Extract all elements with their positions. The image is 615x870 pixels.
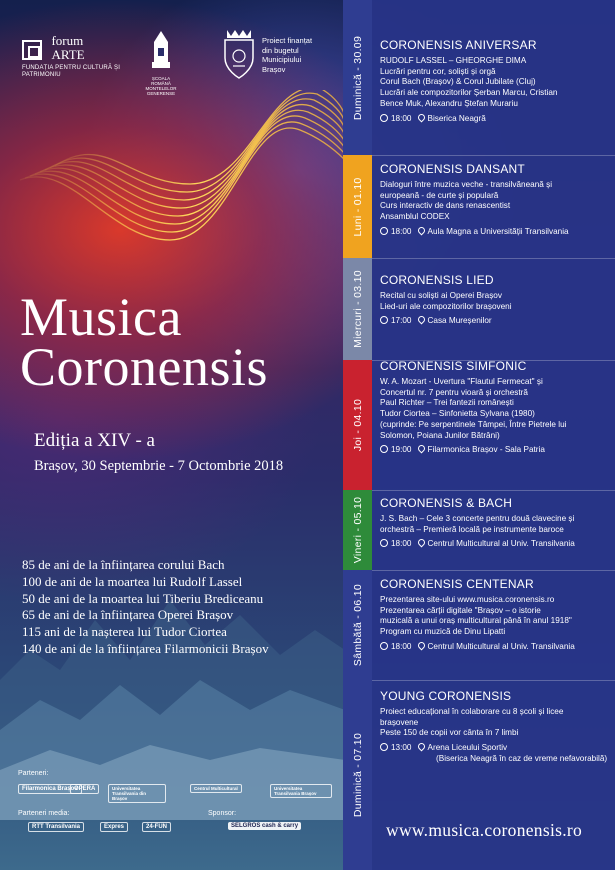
events-panel [372, 0, 615, 870]
event-time: 18:00 [391, 226, 412, 236]
event-title: CORONENSIS SIMFONIC [380, 359, 527, 373]
event-time: 19:00 [391, 445, 412, 455]
partner-logo-univ-transilvania: Universitatea Transilvania din Brașov [108, 784, 166, 803]
sponsor-logo-selgros: SELGROS cash & carry [228, 822, 301, 830]
anniversary-item: 85 de ani de la înființarea corului Bach [22, 557, 225, 572]
partner-logo-centrul-multicultural: Centrul Multicultural [190, 784, 242, 793]
event-description-line: W. A. Mozart - Uvertura "Flautul Fermecat" și [380, 377, 543, 386]
event-card [380, 162, 612, 238]
event-description-line: Prezentarea cărții digitale "Brașov – o istorie [380, 605, 541, 615]
event-time: 18:00 [391, 641, 412, 651]
clock-icon [380, 445, 388, 453]
event-divider [372, 155, 615, 156]
event-title: YOUNG CORONENSIS [380, 689, 512, 703]
event-card [380, 689, 612, 765]
event-title: CORONENSIS ANIVERSAR [380, 38, 537, 52]
event-description-line: orchestră – Premieră locală pe instrumente baroce [380, 524, 564, 534]
timeline-day-label: Duminică - 07.10 [351, 732, 364, 818]
timeline-day-label: Luni - 01.10 [351, 176, 364, 237]
event-description-line: Prezentarea site-ului www.musica.coronensis.ro [380, 595, 555, 604]
timeline-day-label: Duminică - 30.09 [351, 35, 364, 120]
event-description-line: RUDOLF LASSEL – GHEORGHE DIMA [380, 56, 527, 65]
brasov-coat-of-arms [219, 28, 259, 85]
timeline-day-label: Vineri - 05.10 [351, 496, 364, 564]
event-description-line: Proiect educațional în colaborare cu 8 școli și licee [380, 707, 564, 716]
festival-title: Musica Coronensis [20, 287, 268, 397]
location-pin-icon [416, 640, 426, 650]
event-description-line: (cuprinde: Pe serpentinele Tâmpei, Între Pietrele lui [380, 419, 567, 429]
timeline-day-1 [343, 0, 372, 155]
forum-arte-subtitle: FUNDAȚIA PENTRU CULTURĂ ȘI PATRIMONIU [22, 65, 121, 78]
event-title: CORONENSIS CENTENAR [380, 577, 534, 591]
event-time-venue [380, 539, 612, 550]
event-description-line: Ansamblul CODEX [380, 212, 450, 222]
timeline-day-6 [343, 570, 372, 680]
location-pin-icon [416, 315, 426, 325]
anniversary-item: 65 de ani de la înființarea Operei Brașov [22, 607, 234, 623]
coat-of-arms-icon [219, 28, 259, 80]
event-venue: Centrul Multicultural al Univ. Transilvania [427, 539, 575, 549]
event-description-line: Program cu muzică de Dinu Lipatti [380, 627, 506, 637]
event-time: 17:00 [391, 316, 412, 326]
partner-logo-opera: OPERA [70, 784, 99, 794]
event-time-venue [380, 445, 612, 456]
forum-arte-mark-icon [22, 40, 42, 60]
event-time-venue [380, 227, 612, 238]
event-description-line: Solomon, Poiana Junilor Bătrâni) [380, 430, 500, 440]
website-url[interactable]: www.musica.coronensis.ro [386, 820, 583, 840]
event-time-venue [380, 743, 612, 754]
festival-dates: Brașov, 30 Septembrie - 7 Octombrie 2018 [34, 458, 284, 474]
media-logo-24fun: 24-FUN [142, 822, 171, 832]
scoala-romana-logo: ȘCOALA ROMÂNĂ MONTELELOR GENERENSE [142, 28, 180, 96]
event-description-line: Peste 150 de copii vor cânta în 7 limbi [380, 728, 519, 738]
event-card [380, 38, 612, 124]
event-card [380, 577, 612, 653]
timeline-day-label: Sâmbătă - 06.10 [351, 583, 364, 667]
event-time-venue [380, 316, 612, 327]
timeline-day-2 [343, 155, 372, 258]
anniversary-item: 140 de ani de la înființarea Filarmonicii Brașov [22, 640, 269, 656]
event-divider [372, 490, 615, 491]
forum-arte-name: forum ARTE [51, 33, 85, 62]
golden-wave-graphic [0, 90, 345, 290]
clock-icon [380, 114, 388, 122]
media-logo-rtt: RTT Transilvania [28, 822, 84, 832]
location-pin-icon [416, 538, 426, 548]
event-description-line: Tudor Ciortea – Sinfonietta Sylvana (1980) [380, 409, 535, 419]
edition-label: Ediția a XIV - a [34, 430, 155, 451]
timeline-day-label: Joi - 04.10 [351, 398, 364, 452]
location-pin-icon [416, 444, 426, 454]
event-divider [372, 570, 615, 571]
header-logos [22, 28, 342, 108]
event-description-line: Curs interactiv de dans renascentist [380, 201, 511, 211]
anniversary-item: 100 de ani de la moartea lui Rudolf Lassel [22, 573, 243, 589]
tower-icon [142, 28, 180, 76]
timeline-day-7 [343, 680, 372, 870]
event-description-line: Paul Richter – Trei fantezii românești [380, 398, 514, 408]
timeline-day-4 [343, 360, 372, 490]
event-venue: Biserica Neagră [427, 113, 486, 123]
media-partners-label: Parteneri media: [18, 810, 70, 817]
location-pin-icon [416, 112, 426, 122]
location-pin-icon [416, 225, 426, 235]
event-venue-note: (Biserica Neagră în caz de vreme nefavorabilă) [436, 753, 608, 763]
anniversaries-list [22, 557, 269, 658]
location-pin-icon [416, 742, 426, 752]
clock-icon [380, 227, 388, 235]
event-card [380, 496, 612, 550]
sponsor-label: Sponsor: [208, 810, 237, 817]
partner-logo-univ-transilvania-2: Universitatea Transilvania Brașov [270, 784, 332, 798]
clock-icon [380, 743, 388, 751]
event-venue: Aula Magna a Universității Transilvania [427, 226, 569, 236]
timeline-day-5 [343, 490, 372, 570]
event-description-line: Dialoguri între muzica veche - transilvăneană și [380, 180, 553, 189]
event-venue: Filarmonica Brașov - Sala Patria [427, 445, 545, 455]
event-description-line: europeană - de curte și populară [380, 190, 499, 200]
event-time-venue [380, 114, 612, 125]
event-description-line: Lied-uri ale compozitorilor brașoveni [380, 301, 512, 311]
event-time: 13:00 [391, 743, 412, 753]
event-time: 18:00 [391, 113, 412, 123]
event-venue: Casa Mureșenilor [427, 316, 492, 326]
event-title: CORONENSIS & BACH [380, 496, 513, 510]
partners-label: Parteneri: [18, 770, 49, 777]
clock-icon [380, 316, 388, 324]
event-card [380, 359, 612, 456]
event-description-line: Recital cu soliști ai Operei Brașov [380, 291, 502, 300]
event-description-line: Bence Muk, Alexandru Ștefan Murariu [380, 98, 518, 108]
partner-logo-filarmonica: Filarmonica Brașov [18, 784, 82, 794]
anniversary-item: 115 ani de la nașterea lui Tudor Ciortea [22, 624, 227, 640]
clock-icon [380, 642, 388, 650]
event-description-line: Concertul nr. 7 pentru vioară și orchestră [380, 387, 528, 397]
event-description-line: Lucrări ale compozitorilor Șerban Marcu, Cristian [380, 88, 558, 98]
event-card [380, 273, 612, 327]
event-description-line: brașovene [380, 717, 419, 727]
media-logo-expres: Expres [100, 822, 128, 832]
event-time: 18:00 [391, 539, 412, 549]
day-timeline [343, 0, 372, 870]
funding-statement: Proiect finanțat din bugetul Municipiului Brașov [262, 36, 313, 74]
anniversary-item: 50 de ani de la moartea lui Tiberiu Brediceanu [22, 590, 264, 606]
event-venue: Arena Liceului Sportiv [427, 743, 508, 753]
event-time-venue [380, 642, 612, 653]
forum-arte-logo [22, 34, 132, 79]
event-divider [372, 258, 615, 259]
event-description-line: Corul Bach (Brașov) & Corul Jubilate (Cluj) [380, 77, 536, 87]
event-divider [372, 680, 615, 681]
event-venue: Centrul Multicultural al Univ. Transilvania [427, 641, 575, 651]
timeline-day-label: Miercuri - 03.10 [351, 270, 364, 348]
timeline-day-3 [343, 258, 372, 360]
event-description-line: Lucrări pentru cor, soliști și orgă [380, 66, 496, 76]
event-title: CORONENSIS DANSANT [380, 162, 525, 176]
event-description-line: muzicală a unui oraș multicultural până în anul 1918" [380, 616, 572, 626]
clock-icon [380, 539, 388, 547]
event-title: CORONENSIS LIED [380, 273, 494, 287]
event-description-line: J. S. Bach – Cele 3 concerte pentru două clavecine și [380, 514, 575, 523]
